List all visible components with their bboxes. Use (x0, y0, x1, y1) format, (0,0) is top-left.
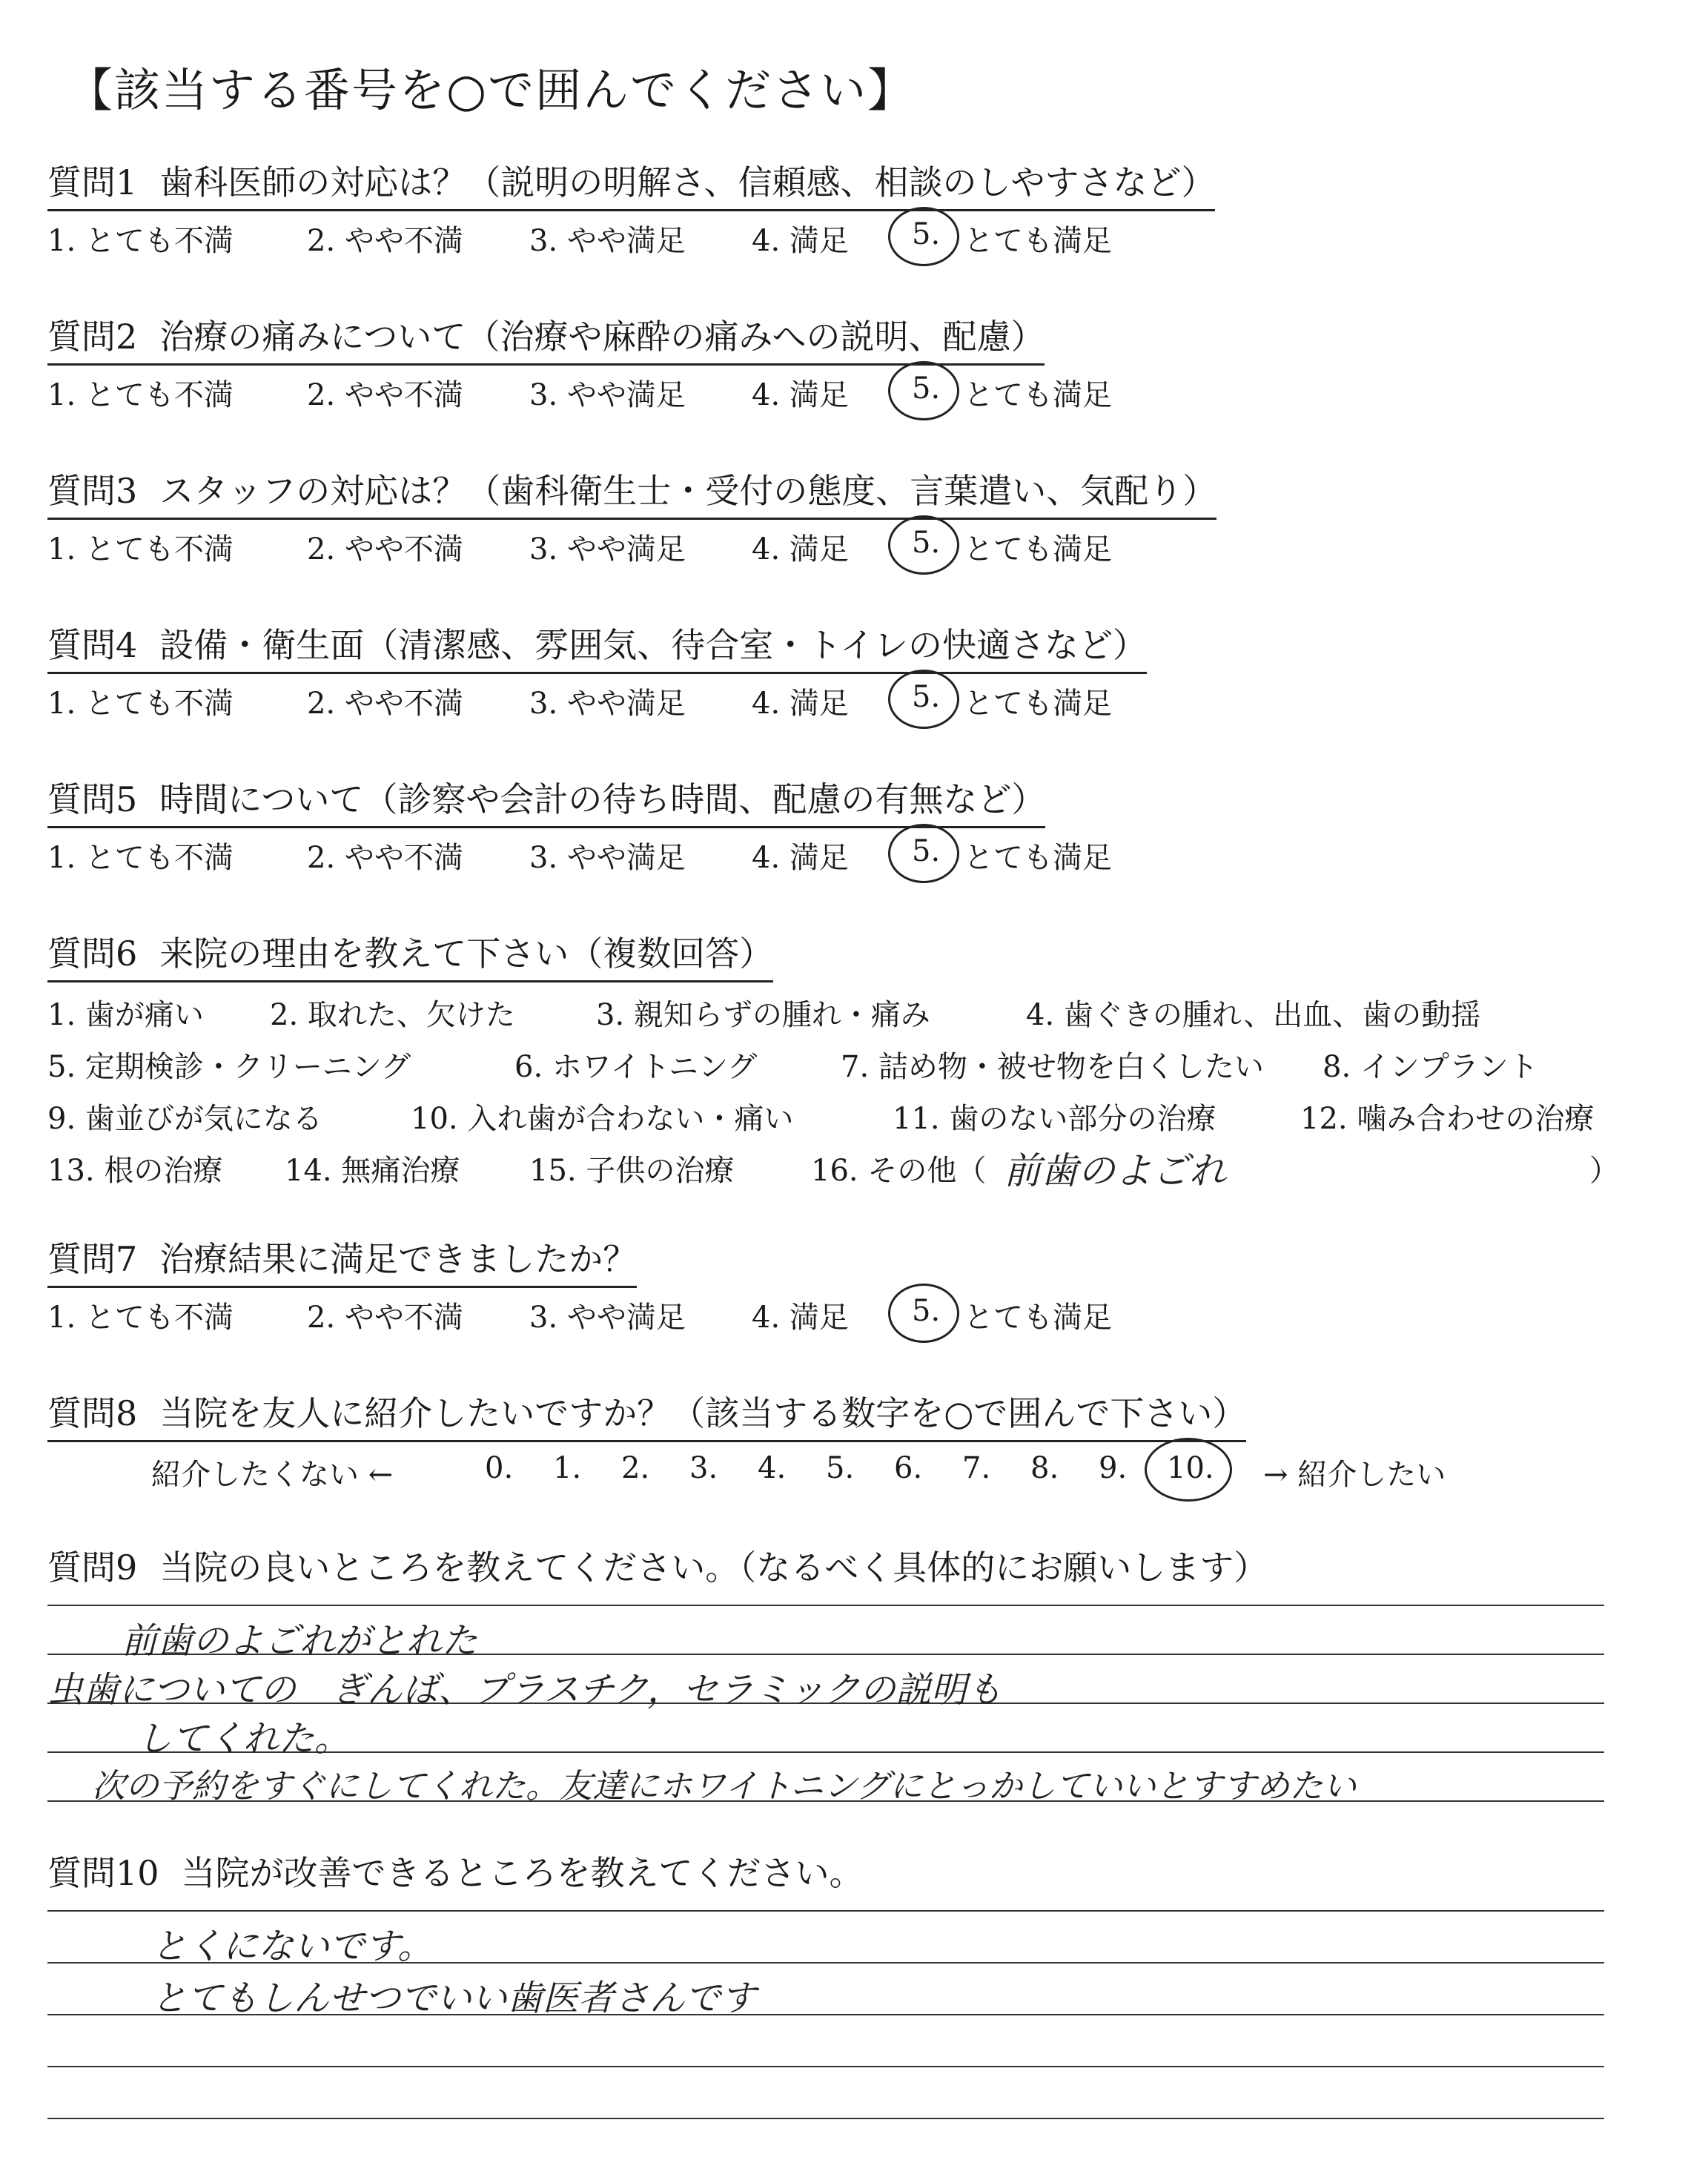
option-5[interactable]: 5. (912, 371, 941, 406)
scale-option[interactable]: 8. (1030, 1451, 1059, 1485)
reason-option[interactable]: 2. 取れた、欠けた (270, 998, 515, 1032)
question-10 (47, 1846, 1664, 2019)
question-text: 設備・衛生面（清潔感、雰囲気、待合室・トイレの快適さなど） (159, 625, 1147, 665)
reason-options (47, 991, 1664, 1199)
page-title: 【該当する番号を○で囲んでください】 (67, 63, 916, 117)
option-1[interactable]: 1. とても不満 (47, 841, 234, 875)
option-5[interactable]: 5. (912, 217, 941, 251)
option-5[interactable]: 5. (912, 834, 941, 868)
option-4[interactable]: 4. 満足 (752, 378, 849, 412)
question-number: 質問3 (47, 471, 138, 511)
option-4[interactable]: 4. 満足 (752, 687, 849, 721)
question-heading (47, 1541, 1268, 1594)
option-4[interactable]: 4. 満足 (752, 1301, 849, 1335)
question-5 (47, 773, 1664, 879)
question-number: 質問8 (47, 1393, 138, 1433)
question-8 (47, 1387, 1664, 1496)
reason-option[interactable]: 9. 歯並びが気になる (47, 1102, 322, 1136)
reason-option[interactable]: 5. 定期検診・クリーニング (47, 1050, 411, 1084)
question-number: 質問2 (47, 317, 138, 357)
selection-circle (888, 207, 959, 266)
question-text: 当院の良いところを教えてください。（なるべく具体的にお願いします） (159, 1548, 1268, 1588)
option-1[interactable]: 1. とても不満 (47, 1301, 234, 1335)
question-heading (47, 310, 1045, 366)
option-1[interactable]: 1. とても不満 (47, 687, 234, 721)
reason-option[interactable]: 4. 歯ぐきの腫れ、出血、歯の動揺 (1026, 998, 1481, 1032)
option-5-label: とても満足 (964, 532, 1112, 567)
reason-option[interactable]: 14. 無痛治療 (285, 1154, 460, 1188)
selection-circle (888, 361, 959, 420)
option-1[interactable]: 1. とても不満 (47, 532, 234, 567)
handwritten-answer-line: してくれた。 (136, 1718, 351, 1760)
question-heading (47, 773, 1045, 828)
reason-row (47, 991, 1664, 1043)
question-heading (47, 464, 1217, 520)
question-7 (47, 1232, 1664, 1338)
question-heading (47, 156, 1215, 211)
option-5[interactable]: 5. (912, 526, 941, 560)
question-number: 質問5 (47, 779, 138, 819)
rating-options (47, 526, 1664, 570)
selection-circle (888, 1284, 959, 1343)
recommend-scale (47, 1451, 1664, 1496)
option-5[interactable]: 5. (912, 1294, 941, 1328)
question-text: 治療の痛みについて（治療や麻酔の痛みへの説明、配慮） (159, 317, 1045, 357)
question-number: 質問6 (47, 934, 138, 974)
question-heading (47, 1387, 1246, 1442)
question-2 (47, 310, 1664, 416)
scale-option[interactable]: 3. (689, 1451, 718, 1485)
question-heading (47, 1232, 637, 1288)
option-2[interactable]: 2. やや不満 (307, 841, 463, 875)
option-4[interactable]: 4. 満足 (752, 224, 849, 258)
option-2[interactable]: 2. やや不満 (307, 532, 463, 567)
question-number: 質問7 (47, 1239, 138, 1279)
question-4 (47, 618, 1664, 724)
question-6 (47, 927, 1664, 1199)
selection-circle (888, 670, 959, 729)
rating-options (47, 834, 1664, 879)
option-5-label: とても満足 (964, 378, 1112, 412)
scale-option[interactable]: 9. (1099, 1451, 1128, 1485)
reason-option[interactable]: 8. インプラント (1323, 1050, 1538, 1084)
scale-option[interactable]: 5. (826, 1451, 855, 1485)
option-5-label: とても満足 (964, 1301, 1112, 1335)
question-3 (47, 464, 1664, 570)
option-5[interactable]: 5. (912, 680, 941, 714)
scale-option[interactable]: 6. (894, 1451, 923, 1485)
reason-option[interactable]: 6. ホワイトニング (514, 1050, 758, 1084)
scale-option[interactable]: 1. (553, 1451, 582, 1485)
option-3[interactable]: 3. やや満足 (529, 687, 686, 721)
question-number: 質問10 (47, 1853, 159, 1893)
option-3[interactable]: 3. やや満足 (529, 532, 686, 567)
option-4[interactable]: 4. 満足 (752, 532, 849, 567)
question-heading (47, 1846, 864, 1900)
handwritten-answer-line: とてもしんせつでいい歯医者さんです (151, 1978, 757, 2019)
answer-line (47, 2118, 1604, 2119)
reason-option[interactable]: 13. 根の治療 (47, 1154, 223, 1188)
question-heading (47, 618, 1147, 674)
question-number: 質問1 (47, 162, 138, 202)
answer-line (47, 1605, 1604, 1606)
option-3[interactable]: 3. やや満足 (529, 224, 686, 258)
scale-option[interactable]: 4. (758, 1451, 787, 1485)
reason-option-other[interactable]: 16. その他（ (811, 1154, 987, 1188)
reason-option[interactable]: 10. 入れ歯が合わない・痛い (411, 1102, 794, 1136)
question-text: 歯科医師の対応は？（説明の明解さ、信頼感、相談のしやすさなど） (159, 162, 1216, 202)
question-heading (47, 927, 773, 982)
reason-row (47, 1095, 1664, 1147)
scale-option[interactable]: 0. (485, 1451, 514, 1485)
rating-options (47, 1294, 1664, 1338)
scale-right-label: → 紹介したい (1263, 1458, 1446, 1492)
option-2[interactable]: 2. やや不満 (307, 1301, 463, 1335)
rating-options (47, 371, 1664, 416)
reason-option[interactable]: 15. 子供の治療 (529, 1154, 735, 1188)
reason-option[interactable]: 12. 噛み合わせの治療 (1300, 1102, 1595, 1136)
rating-options (47, 680, 1664, 724)
other-handwritten-answer[interactable]: 前歯のよごれ (1004, 1149, 1226, 1192)
option-1[interactable]: 1. とても不満 (47, 378, 234, 412)
scale-option-selected[interactable]: 10. (1167, 1451, 1214, 1485)
option-4[interactable]: 4. 満足 (752, 841, 849, 875)
selection-circle (888, 515, 959, 575)
question-9 (47, 1541, 1664, 1806)
option-3[interactable]: 3. やや満足 (529, 841, 686, 875)
handwritten-answer-line: とくにないです。 (151, 1926, 434, 1967)
reason-row (47, 1147, 1664, 1199)
answer-line (47, 2066, 1604, 2067)
option-2[interactable]: 2. やや不満 (307, 687, 463, 721)
scale-option[interactable]: 2. (621, 1451, 650, 1485)
question-text: 時間について（診察や会計の待ち時間、配慮の有無など） (159, 779, 1046, 819)
reason-row (47, 1043, 1664, 1095)
question-text: 当院が改善できるところを教えてください。 (181, 1853, 864, 1893)
scale-option[interactable]: 7. (962, 1451, 991, 1485)
selection-circle (888, 824, 959, 883)
handwritten-answer-line: 虫歯についての ぎんば、プラスチク，セラミックの説明も (47, 1669, 1002, 1711)
question-number: 質問4 (47, 625, 138, 665)
question-text: 当院を友人に紹介したいですか？（該当する数字を○で囲んで下さい） (159, 1393, 1247, 1433)
option-5-label: とても満足 (964, 687, 1112, 721)
reason-option[interactable]: 7. 詰め物・被せ物を白くしたい (841, 1050, 1264, 1084)
handwritten-answer-line: 次の予約をすぐにしてくれた。友達にホワイトニングにとっかしていいとすすめたい (92, 1766, 1357, 1806)
option-5-label: とても満足 (964, 224, 1112, 258)
answer-line (47, 1910, 1604, 1912)
scale-left-label: 紹介したくない ← (151, 1458, 394, 1492)
other-close-paren: ） (1589, 1154, 1619, 1188)
selection-circle (1145, 1438, 1232, 1502)
rating-options (47, 217, 1664, 262)
question-number: 質問9 (47, 1548, 138, 1588)
reason-option[interactable]: 11. 歯のない部分の治療 (893, 1102, 1217, 1136)
reason-option[interactable]: 1. 歯が痛い (47, 998, 204, 1032)
option-5-label: とても満足 (964, 841, 1112, 875)
option-2[interactable]: 2. やや不満 (307, 224, 463, 258)
reason-option[interactable]: 3. 親知らずの腫れ・痛み (596, 998, 930, 1032)
question-text: 来院の理由を教えて下さい（複数回答） (159, 934, 774, 974)
question-1 (47, 156, 1664, 262)
question-text: 治療結果に満足できましたか？ (159, 1239, 638, 1279)
question-text: スタッフの対応は？（歯科衛生士・受付の態度、言葉遣い、気配り） (159, 471, 1217, 511)
option-1[interactable]: 1. とても不満 (47, 224, 234, 258)
handwritten-answer-line: 前歯のよごれがとれた (122, 1620, 478, 1662)
option-3[interactable]: 3. やや満足 (529, 1301, 686, 1335)
option-2[interactable]: 2. やや不満 (307, 378, 463, 412)
option-3[interactable]: 3. やや満足 (529, 378, 686, 412)
